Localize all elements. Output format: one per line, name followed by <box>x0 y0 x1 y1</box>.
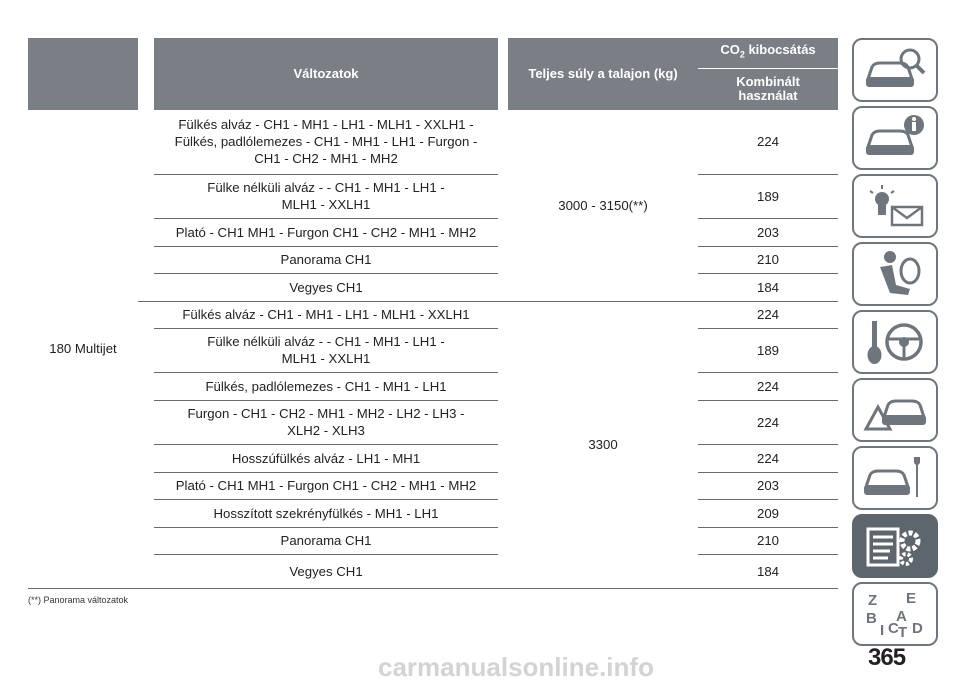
watermark: carmanualsonline.info <box>378 652 654 682</box>
tab-maintenance[interactable] <box>852 446 938 510</box>
co2-cell: 224 <box>698 372 838 400</box>
model-cell: 180 Multijet <box>28 110 138 588</box>
co2-emissions-table <box>28 38 838 589</box>
key-steering-wheel-icon <box>862 317 928 367</box>
weight-cell: 3300 <box>508 301 698 588</box>
co2-cell: 210 <box>698 527 838 554</box>
variant-cell: Vegyes CH1 <box>154 273 498 301</box>
tab-knowing-vehicle[interactable] <box>852 38 938 102</box>
variant-cell: Fülkés alváz - CH1 - MH1 - LH1 - MLH1 - XXLH1 <box>154 301 498 328</box>
svg-text:D: D <box>912 620 923 637</box>
svg-text:Z: Z <box>868 592 878 609</box>
technical-data-table-container <box>28 38 838 589</box>
co2-cell: 210 <box>698 246 838 273</box>
tab-index[interactable] <box>852 582 938 646</box>
variant-cell: Vegyes CH1 <box>154 554 498 588</box>
header-co2: $CO_2$ kibocsátás <box>698 38 838 68</box>
variant-cell: Panorama CH1 <box>154 246 498 273</box>
svg-text:I: I <box>880 622 885 639</box>
header-combined: Kombinált használat <box>698 68 838 110</box>
co2-cell: 189 <box>698 328 838 372</box>
variant-cell: Furgon - CH1 - CH2 - MH1 - MH2 - LH2 - LH3 - XLH2 - XLH3 <box>154 400 498 444</box>
tab-safety[interactable] <box>852 242 938 306</box>
page-number: 365 <box>868 644 906 671</box>
variant-cell: Panorama CH1 <box>154 527 498 554</box>
variant-cell: Fülke nélküli alváz - - CH1 - MH1 - LH1 - MLH1 - XXLH1 <box>154 174 498 218</box>
car-breakdown-warning-icon <box>862 385 928 435</box>
car-info-icon <box>862 113 928 163</box>
variant-cell: Fülke nélküli alváz - - CH1 - MH1 - LH1 - MLH1 - XXLH1 <box>154 328 498 372</box>
tab-starting-driving[interactable] <box>852 310 938 374</box>
technical-data-icon <box>862 521 928 571</box>
chapter-sidebar <box>852 38 938 650</box>
weight-cell: 3000 - 3150(**) <box>508 110 698 301</box>
co2-cell: 203 <box>698 472 838 499</box>
tab-emergency[interactable] <box>852 378 938 442</box>
co2-cell: 184 <box>698 273 838 301</box>
variant-cell: Fülkés alváz - CH1 - MH1 - LH1 - MLH1 - XXLH1 - Fülkés, padlólemezes - CH1 - MH1 - LH1 - Furgon - CH1 - CH2 - MH1 - MH2 <box>154 110 498 174</box>
co2-cell: 224 <box>698 400 838 444</box>
variant-cell: Hosszúfülkés alváz - LH1 - MH1 <box>154 444 498 472</box>
co2-cell: 209 <box>698 499 838 527</box>
car-search-icon <box>862 45 928 95</box>
footnote: (**) Panorama változatok <box>28 595 129 605</box>
variant-cell: Plató - CH1 MH1 - Furgon CH1 - CH2 - MH1 - MH2 <box>154 218 498 246</box>
variant-cell: Fülkés, padlólemezes - CH1 - MH1 - LH1 <box>154 372 498 400</box>
variant-cell: Hosszított szekrényfülkés - MH1 - LH1 <box>154 499 498 527</box>
alphabetical-index-icon <box>862 589 928 639</box>
warning-light-message-icon <box>862 181 928 231</box>
svg-text:A: A <box>896 608 907 625</box>
svg-text:E: E <box>906 590 917 607</box>
co2-cell: 189 <box>698 174 838 218</box>
header-weight: Teljes súly a talajon (kg) <box>508 38 698 110</box>
tab-warning-lights[interactable] <box>852 174 938 238</box>
co2-cell: 224 <box>698 444 838 472</box>
car-wrench-icon <box>862 453 928 503</box>
co2-cell: 224 <box>698 110 838 174</box>
variant-cell: Plató - CH1 MH1 - Furgon CH1 - CH2 - MH1 - MH2 <box>154 472 498 499</box>
co2-cell: 203 <box>698 218 838 246</box>
co2-cell: 184 <box>698 554 838 588</box>
header-empty <box>28 38 138 110</box>
tab-info[interactable] <box>852 106 938 170</box>
header-variants: Változatok <box>154 38 498 110</box>
seat-airbag-icon <box>862 249 928 299</box>
svg-text:B: B <box>866 610 877 627</box>
svg-text:C: C <box>888 620 899 637</box>
svg-text:T: T <box>898 624 908 639</box>
tab-technical-data[interactable] <box>852 514 938 578</box>
co2-cell: 224 <box>698 301 838 328</box>
